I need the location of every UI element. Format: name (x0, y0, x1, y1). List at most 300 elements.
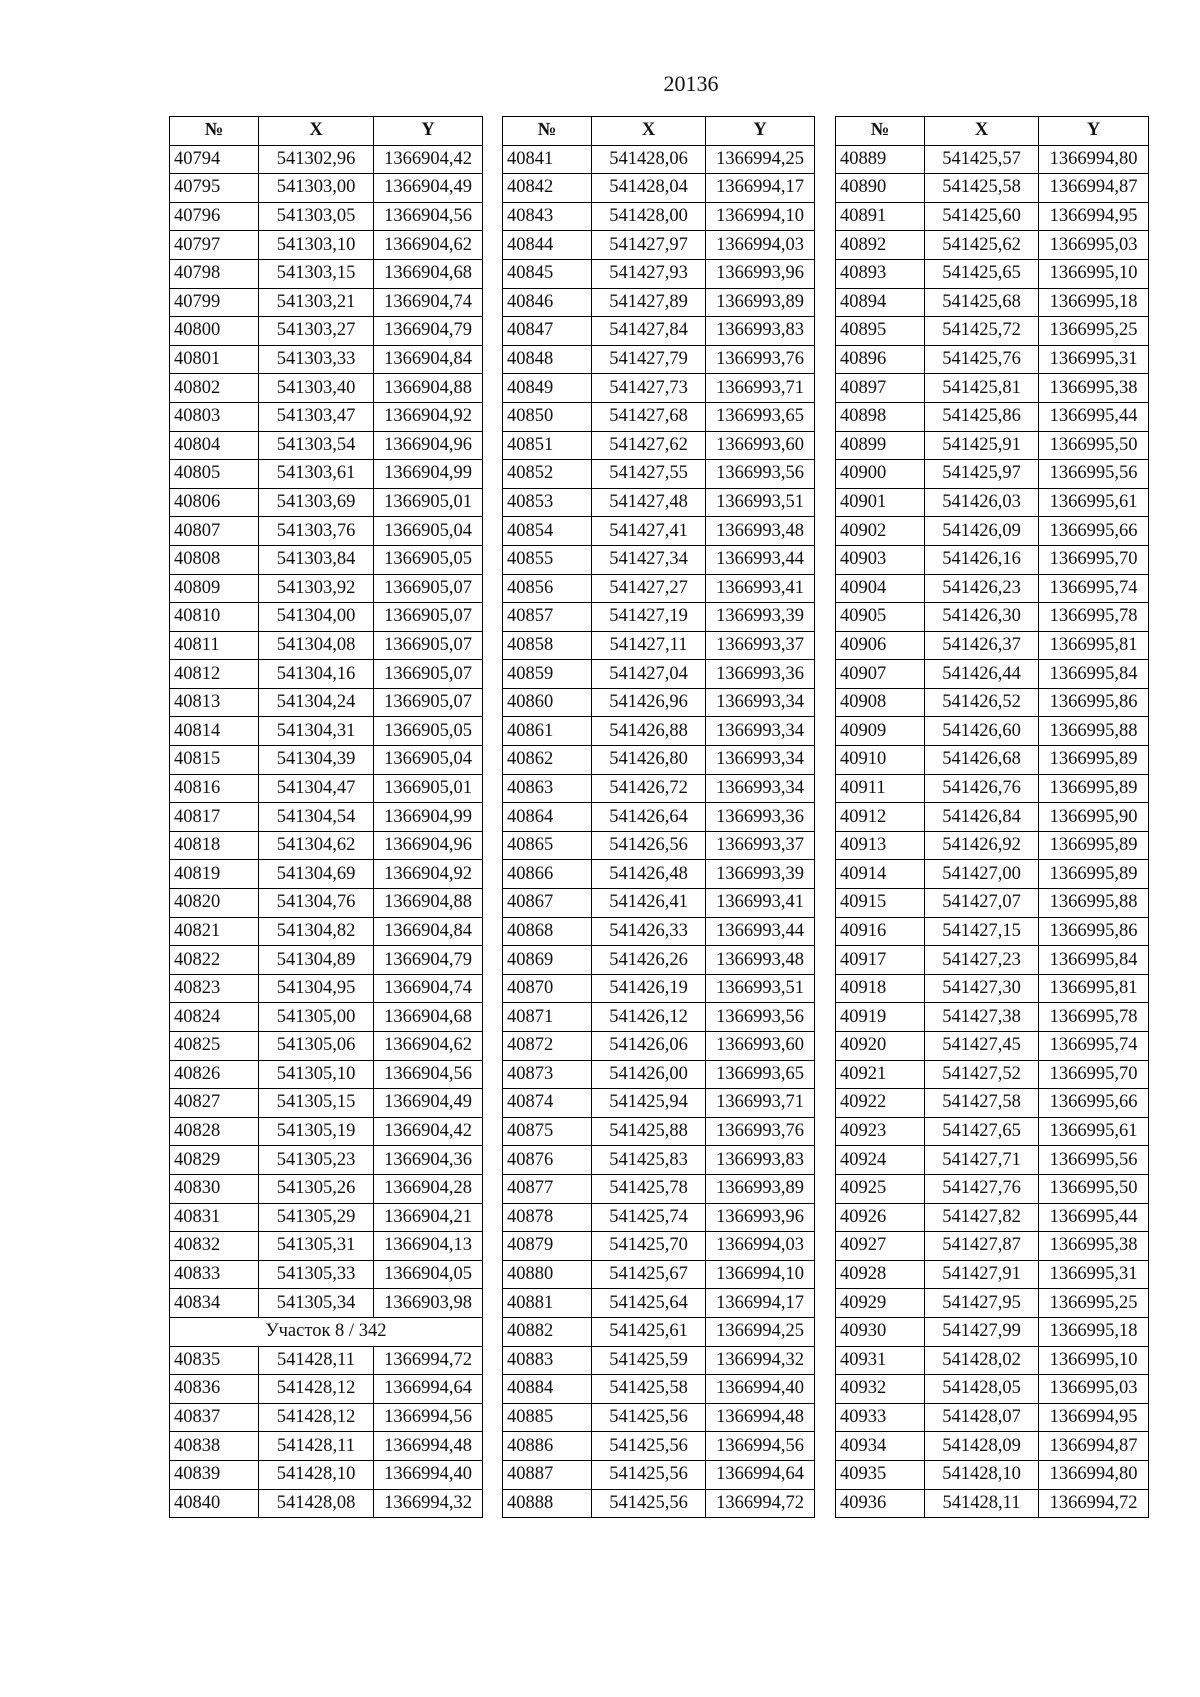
table-row (170, 1403, 483, 1432)
table-row (836, 374, 1149, 403)
table-row (503, 1117, 815, 1146)
table-row (170, 860, 483, 889)
point-number: 40889 (836, 145, 925, 174)
point-number: 40885 (503, 1403, 592, 1432)
x-coordinate: 541427,99 (925, 1317, 1039, 1346)
y-coordinate: 1366904,21 (374, 1203, 483, 1232)
point-number: 40903 (836, 545, 925, 574)
x-coordinate: 541425,56 (592, 1460, 706, 1489)
point-number: 40882 (503, 1317, 592, 1346)
y-coordinate: 1366904,68 (374, 259, 483, 288)
section-label-row (170, 1317, 483, 1346)
y-coordinate: 1366995,10 (1039, 259, 1149, 288)
point-number: 40922 (836, 1089, 925, 1118)
table-row (836, 860, 1149, 889)
x-coordinate: 541425,56 (592, 1489, 706, 1518)
y-coordinate: 1366995,74 (1039, 574, 1149, 603)
y-coordinate: 1366994,40 (374, 1460, 483, 1489)
table-row (503, 1032, 815, 1061)
x-coordinate: 541425,94 (592, 1089, 706, 1118)
x-coordinate: 541426,76 (925, 774, 1039, 803)
table-row (836, 1203, 1149, 1232)
header-number: № (170, 117, 259, 146)
table-row (503, 1432, 815, 1461)
y-coordinate: 1366905,07 (374, 574, 483, 603)
point-number: 40832 (170, 1232, 259, 1261)
y-coordinate: 1366995,78 (1039, 603, 1149, 632)
x-coordinate: 541305,15 (259, 1089, 374, 1118)
y-coordinate: 1366994,10 (706, 1260, 815, 1289)
point-number: 40842 (503, 174, 592, 203)
x-coordinate: 541427,84 (592, 317, 706, 346)
table-row (836, 1346, 1149, 1375)
table-row (503, 1489, 815, 1518)
x-coordinate: 541427,27 (592, 574, 706, 603)
point-number: 40870 (503, 974, 592, 1003)
y-coordinate: 1366994,80 (1039, 1460, 1149, 1489)
y-coordinate: 1366995,81 (1039, 631, 1149, 660)
table-row (503, 1089, 815, 1118)
y-coordinate: 1366993,76 (706, 345, 815, 374)
x-coordinate: 541428,04 (592, 174, 706, 203)
y-coordinate: 1366995,70 (1039, 1060, 1149, 1089)
point-number: 40877 (503, 1174, 592, 1203)
y-coordinate: 1366905,04 (374, 517, 483, 546)
table-row (170, 345, 483, 374)
point-number: 40847 (503, 317, 592, 346)
y-coordinate: 1366993,83 (706, 1146, 815, 1175)
x-coordinate: 541425,86 (925, 402, 1039, 431)
point-number: 40904 (836, 574, 925, 603)
point-number: 40828 (170, 1117, 259, 1146)
point-number: 40849 (503, 374, 592, 403)
table-row (836, 1146, 1149, 1175)
point-number: 40823 (170, 974, 259, 1003)
y-coordinate: 1366995,44 (1039, 1203, 1149, 1232)
x-coordinate: 541427,41 (592, 517, 706, 546)
table-row (170, 259, 483, 288)
x-coordinate: 541425,61 (592, 1317, 706, 1346)
point-number: 40812 (170, 660, 259, 689)
y-coordinate: 1366904,84 (374, 917, 483, 946)
point-number: 40811 (170, 631, 259, 660)
y-coordinate: 1366995,86 (1039, 688, 1149, 717)
y-coordinate: 1366993,89 (706, 288, 815, 317)
point-number: 40860 (503, 688, 592, 717)
x-coordinate: 541302,96 (259, 145, 374, 174)
y-coordinate: 1366994,25 (706, 1317, 815, 1346)
x-coordinate: 541425,58 (925, 174, 1039, 203)
y-coordinate: 1366995,74 (1039, 1032, 1149, 1061)
table-row (503, 631, 815, 660)
y-coordinate: 1366995,84 (1039, 946, 1149, 975)
x-coordinate: 541425,88 (592, 1117, 706, 1146)
table-row (170, 660, 483, 689)
point-number: 40886 (503, 1432, 592, 1461)
y-coordinate: 1366994,87 (1039, 174, 1149, 203)
point-number: 40893 (836, 259, 925, 288)
point-number: 40899 (836, 431, 925, 460)
table-row (836, 831, 1149, 860)
y-coordinate: 1366904,68 (374, 1003, 483, 1032)
x-coordinate: 541427,45 (925, 1032, 1039, 1061)
point-number: 40837 (170, 1403, 259, 1432)
y-coordinate: 1366994,64 (706, 1460, 815, 1489)
table-row (170, 517, 483, 546)
table-row (170, 1089, 483, 1118)
point-number: 40929 (836, 1289, 925, 1318)
y-coordinate: 1366995,66 (1039, 1089, 1149, 1118)
table-row (170, 946, 483, 975)
table-row (170, 1232, 483, 1261)
point-number: 40930 (836, 1317, 925, 1346)
table-row (503, 1346, 815, 1375)
y-coordinate: 1366904,96 (374, 831, 483, 860)
x-coordinate: 541305,10 (259, 1060, 374, 1089)
table-row (170, 488, 483, 517)
y-coordinate: 1366993,34 (706, 774, 815, 803)
point-number: 40894 (836, 288, 925, 317)
x-coordinate: 541303,27 (259, 317, 374, 346)
x-coordinate: 541425,81 (925, 374, 1039, 403)
y-coordinate: 1366993,76 (706, 1117, 815, 1146)
point-number: 40814 (170, 717, 259, 746)
table-row (836, 946, 1149, 975)
point-number: 40912 (836, 803, 925, 832)
x-coordinate: 541426,68 (925, 746, 1039, 775)
x-coordinate: 541427,58 (925, 1089, 1039, 1118)
y-coordinate: 1366995,89 (1039, 774, 1149, 803)
table-row (836, 774, 1149, 803)
point-number: 40915 (836, 889, 925, 918)
x-coordinate: 541427,07 (925, 889, 1039, 918)
point-number: 40829 (170, 1146, 259, 1175)
y-coordinate: 1366904,96 (374, 431, 483, 460)
table-row (836, 545, 1149, 574)
y-coordinate: 1366993,44 (706, 917, 815, 946)
y-coordinate: 1366994,32 (706, 1346, 815, 1375)
point-number: 40932 (836, 1375, 925, 1404)
x-coordinate: 541426,48 (592, 860, 706, 889)
x-coordinate: 541426,56 (592, 831, 706, 860)
table-row (170, 174, 483, 203)
x-coordinate: 541426,06 (592, 1032, 706, 1061)
point-number: 40924 (836, 1146, 925, 1175)
table-row (836, 202, 1149, 231)
y-coordinate: 1366993,41 (706, 574, 815, 603)
point-number: 40859 (503, 660, 592, 689)
point-number: 40935 (836, 1460, 925, 1489)
table-row (836, 1032, 1149, 1061)
x-coordinate: 541305,26 (259, 1174, 374, 1203)
table-row (170, 688, 483, 717)
x-coordinate: 541426,60 (925, 717, 1039, 746)
table-row (503, 1174, 815, 1203)
x-coordinate: 541427,62 (592, 431, 706, 460)
y-coordinate: 1366995,78 (1039, 1003, 1149, 1032)
y-coordinate: 1366993,51 (706, 974, 815, 1003)
y-coordinate: 1366993,96 (706, 1203, 815, 1232)
point-number: 40926 (836, 1203, 925, 1232)
header-x: X (925, 117, 1039, 146)
y-coordinate: 1366904,74 (374, 288, 483, 317)
point-number: 40917 (836, 946, 925, 975)
point-number: 40871 (503, 1003, 592, 1032)
x-coordinate: 541426,64 (592, 803, 706, 832)
table-row (836, 517, 1149, 546)
y-coordinate: 1366903,98 (374, 1289, 483, 1318)
x-coordinate: 541427,52 (925, 1060, 1039, 1089)
x-coordinate: 541427,48 (592, 488, 706, 517)
y-coordinate: 1366994,03 (706, 231, 815, 260)
header-x: X (259, 117, 374, 146)
x-coordinate: 541426,30 (925, 603, 1039, 632)
x-coordinate: 541303,33 (259, 345, 374, 374)
point-number: 40819 (170, 860, 259, 889)
table-row (170, 803, 483, 832)
x-coordinate: 541425,58 (592, 1375, 706, 1404)
x-coordinate: 541427,15 (925, 917, 1039, 946)
x-coordinate: 541304,54 (259, 803, 374, 832)
y-coordinate: 1366995,89 (1039, 831, 1149, 860)
table-row (503, 1203, 815, 1232)
x-coordinate: 541428,05 (925, 1375, 1039, 1404)
x-coordinate: 541304,08 (259, 631, 374, 660)
table-row (170, 202, 483, 231)
x-coordinate: 541428,09 (925, 1432, 1039, 1461)
table-row (836, 1232, 1149, 1261)
x-coordinate: 541303,69 (259, 488, 374, 517)
y-coordinate: 1366994,25 (706, 145, 815, 174)
table-row (170, 402, 483, 431)
point-number: 40799 (170, 288, 259, 317)
point-number: 40824 (170, 1003, 259, 1032)
point-number: 40858 (503, 631, 592, 660)
y-coordinate: 1366904,56 (374, 202, 483, 231)
point-number: 40854 (503, 517, 592, 546)
point-number: 40920 (836, 1032, 925, 1061)
point-number: 40839 (170, 1460, 259, 1489)
table-row (503, 488, 815, 517)
y-coordinate: 1366995,89 (1039, 746, 1149, 775)
y-coordinate: 1366904,84 (374, 345, 483, 374)
y-coordinate: 1366905,07 (374, 603, 483, 632)
y-coordinate: 1366904,74 (374, 974, 483, 1003)
x-coordinate: 541426,80 (592, 746, 706, 775)
x-coordinate: 541428,08 (259, 1489, 374, 1518)
table-row (170, 460, 483, 489)
y-coordinate: 1366905,05 (374, 545, 483, 574)
y-coordinate: 1366994,64 (374, 1375, 483, 1404)
point-number: 40804 (170, 431, 259, 460)
y-coordinate: 1366994,48 (706, 1403, 815, 1432)
header-y: Y (706, 117, 815, 146)
x-coordinate: 541428,02 (925, 1346, 1039, 1375)
table-row (503, 717, 815, 746)
y-coordinate: 1366994,95 (1039, 1403, 1149, 1432)
table-row (170, 1289, 483, 1318)
point-number: 40887 (503, 1460, 592, 1489)
point-number: 40864 (503, 803, 592, 832)
table-row (503, 831, 815, 860)
x-coordinate: 541425,72 (925, 317, 1039, 346)
y-coordinate: 1366904,79 (374, 317, 483, 346)
point-number: 40801 (170, 345, 259, 374)
y-coordinate: 1366993,96 (706, 259, 815, 288)
table-row (836, 603, 1149, 632)
x-coordinate: 541303,05 (259, 202, 374, 231)
y-coordinate: 1366995,50 (1039, 1174, 1149, 1203)
x-coordinate: 541427,00 (925, 860, 1039, 889)
point-number: 40802 (170, 374, 259, 403)
y-coordinate: 1366993,89 (706, 1174, 815, 1203)
y-coordinate: 1366995,90 (1039, 803, 1149, 832)
point-number: 40916 (836, 917, 925, 946)
point-number: 40928 (836, 1260, 925, 1289)
x-coordinate: 541427,68 (592, 402, 706, 431)
point-number: 40813 (170, 688, 259, 717)
point-number: 40841 (503, 145, 592, 174)
table-row (836, 460, 1149, 489)
point-number: 40816 (170, 774, 259, 803)
point-number: 40805 (170, 460, 259, 489)
point-number: 40834 (170, 1289, 259, 1318)
table-row (836, 917, 1149, 946)
table-header-row (503, 117, 815, 146)
table-row (170, 431, 483, 460)
point-number: 40863 (503, 774, 592, 803)
y-coordinate: 1366904,28 (374, 1174, 483, 1203)
coordinates-table-2 (502, 116, 815, 1518)
point-number: 40826 (170, 1060, 259, 1089)
y-coordinate: 1366905,05 (374, 717, 483, 746)
table-row (503, 688, 815, 717)
y-coordinate: 1366994,56 (374, 1403, 483, 1432)
y-coordinate: 1366995,25 (1039, 1289, 1149, 1318)
point-number: 40795 (170, 174, 259, 203)
table-row (503, 917, 815, 946)
point-number: 40815 (170, 746, 259, 775)
y-coordinate: 1366905,01 (374, 774, 483, 803)
table-row (836, 288, 1149, 317)
y-coordinate: 1366995,70 (1039, 545, 1149, 574)
table-row (170, 1489, 483, 1518)
table-row (170, 603, 483, 632)
y-coordinate: 1366995,61 (1039, 488, 1149, 517)
point-number: 40905 (836, 603, 925, 632)
x-coordinate: 541425,59 (592, 1346, 706, 1375)
table-row (170, 917, 483, 946)
y-coordinate: 1366904,49 (374, 174, 483, 203)
x-coordinate: 541428,11 (259, 1432, 374, 1461)
x-coordinate: 541426,16 (925, 545, 1039, 574)
point-number: 40825 (170, 1032, 259, 1061)
point-number: 40910 (836, 746, 925, 775)
x-coordinate: 541428,00 (592, 202, 706, 231)
y-coordinate: 1366994,10 (706, 202, 815, 231)
x-coordinate: 541305,33 (259, 1260, 374, 1289)
table-row (503, 974, 815, 1003)
y-coordinate: 1366993,34 (706, 717, 815, 746)
y-coordinate: 1366993,83 (706, 317, 815, 346)
y-coordinate: 1366994,72 (374, 1346, 483, 1375)
table-row (503, 374, 815, 403)
x-coordinate: 541303,10 (259, 231, 374, 260)
point-number: 40901 (836, 488, 925, 517)
y-coordinate: 1366905,07 (374, 688, 483, 717)
y-coordinate: 1366995,25 (1039, 317, 1149, 346)
table-row (170, 974, 483, 1003)
table-row (170, 1460, 483, 1489)
x-coordinate: 541305,00 (259, 1003, 374, 1032)
table-row (170, 1203, 483, 1232)
y-coordinate: 1366993,36 (706, 660, 815, 689)
point-number: 40911 (836, 774, 925, 803)
y-coordinate: 1366995,56 (1039, 460, 1149, 489)
x-coordinate: 541304,39 (259, 746, 374, 775)
point-number: 40878 (503, 1203, 592, 1232)
table-row (503, 202, 815, 231)
x-coordinate: 541426,52 (925, 688, 1039, 717)
y-coordinate: 1366995,86 (1039, 917, 1149, 946)
point-number: 40796 (170, 202, 259, 231)
x-coordinate: 541425,67 (592, 1260, 706, 1289)
y-coordinate: 1366994,17 (706, 1289, 815, 1318)
y-coordinate: 1366993,65 (706, 402, 815, 431)
x-coordinate: 541305,19 (259, 1117, 374, 1146)
point-number: 40895 (836, 317, 925, 346)
y-coordinate: 1366993,41 (706, 889, 815, 918)
x-coordinate: 541426,88 (592, 717, 706, 746)
y-coordinate: 1366993,65 (706, 1060, 815, 1089)
table-row (836, 1432, 1149, 1461)
y-coordinate: 1366904,13 (374, 1232, 483, 1261)
point-number: 40845 (503, 259, 592, 288)
y-coordinate: 1366995,61 (1039, 1117, 1149, 1146)
table-row (170, 1260, 483, 1289)
point-number: 40883 (503, 1346, 592, 1375)
x-coordinate: 541305,23 (259, 1146, 374, 1175)
point-number: 40888 (503, 1489, 592, 1518)
table-row (503, 1375, 815, 1404)
x-coordinate: 541426,92 (925, 831, 1039, 860)
y-coordinate: 1366995,18 (1039, 1317, 1149, 1346)
x-coordinate: 541303,21 (259, 288, 374, 317)
table-row (170, 1432, 483, 1461)
y-coordinate: 1366995,88 (1039, 889, 1149, 918)
point-number: 40851 (503, 431, 592, 460)
point-number: 40853 (503, 488, 592, 517)
table-row (836, 174, 1149, 203)
y-coordinate: 1366993,51 (706, 488, 815, 517)
x-coordinate: 541425,97 (925, 460, 1039, 489)
x-coordinate: 541426,03 (925, 488, 1039, 517)
table-row (503, 1232, 815, 1261)
table-row (836, 974, 1149, 1003)
point-number: 40919 (836, 1003, 925, 1032)
table-row (170, 831, 483, 860)
x-coordinate: 541427,97 (592, 231, 706, 260)
x-coordinate: 541426,37 (925, 631, 1039, 660)
point-number: 40927 (836, 1232, 925, 1261)
x-coordinate: 541427,55 (592, 460, 706, 489)
table-row (503, 603, 815, 632)
x-coordinate: 541303,15 (259, 259, 374, 288)
x-coordinate: 541427,91 (925, 1260, 1039, 1289)
y-coordinate: 1366994,72 (1039, 1489, 1149, 1518)
x-coordinate: 541427,30 (925, 974, 1039, 1003)
x-coordinate: 541426,96 (592, 688, 706, 717)
